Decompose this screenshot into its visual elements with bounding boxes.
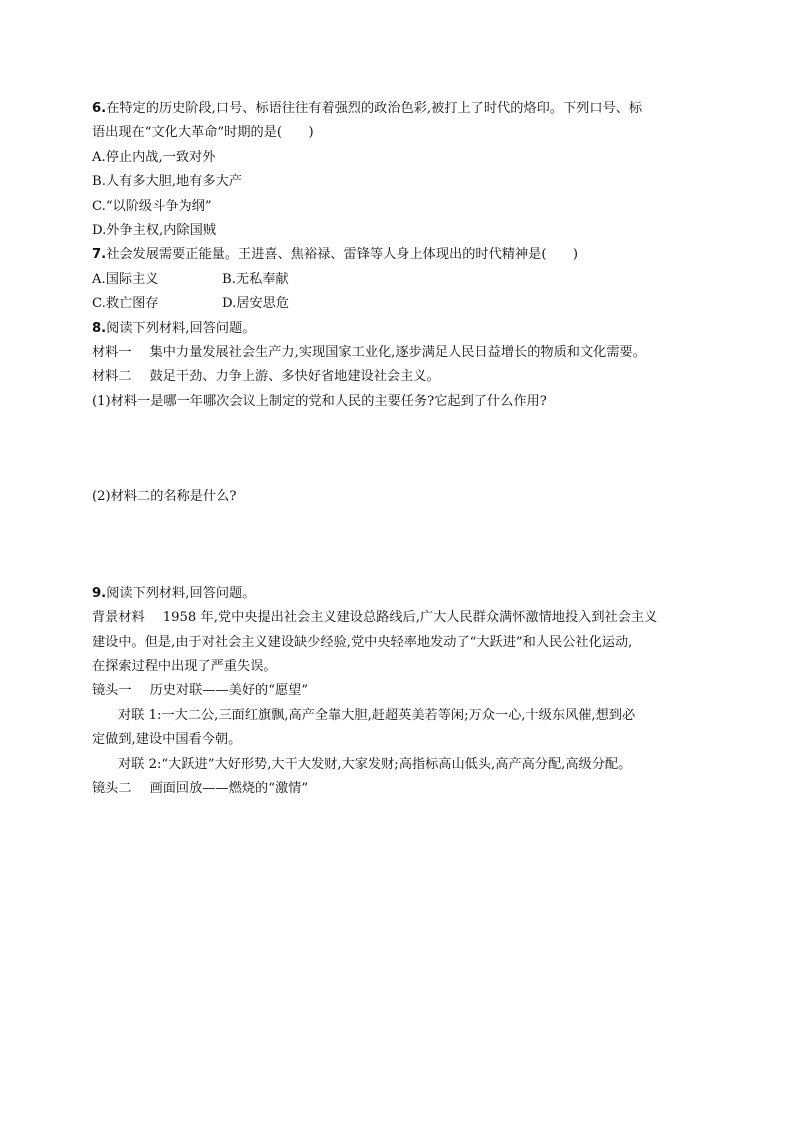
option-text: 人有多大胆,地有多大产 (105, 174, 242, 190)
option-text: 外争主权,内除国贼 (106, 223, 216, 239)
option-label: A. (92, 149, 106, 165)
q8-number: 8. (92, 320, 107, 336)
material-text: 集中力量发展社会生产力,实现国家工业化,逐步满足人民日益增长的物质和文化需要。 (149, 345, 646, 361)
q9-stem (92, 582, 702, 606)
material-label: 材料二 (92, 369, 132, 385)
q9-background-line3: 在探索过程中出现了严重失误。 (92, 658, 277, 674)
q6-stem-text1: 在特定的历史阶段,口号、标语往往有着强烈的政治色彩,被打上了时代的烙印。下列口号、标 (106, 101, 643, 116)
option-text: 救亡图存 (105, 296, 159, 312)
exam-page (92, 97, 702, 801)
q6-number: 6. (92, 101, 107, 116)
background-label: 背景材料 (92, 610, 145, 626)
material-label: 材料一 (92, 345, 132, 361)
option-text: 无私奉献 (235, 271, 289, 287)
q9-couplet1-line2: 定做到,建设中国看今朝。 (92, 732, 242, 748)
option-label: C. (92, 296, 106, 312)
q9-couplet2: 对联 2:“大跃进”大好形势,大干大发财,大家发财;高指标高山低头,高产高分配,高级分配。 (118, 756, 632, 772)
q7-options-row1 (92, 268, 702, 292)
q8-stem-text: 阅读下列材料,回答问题。 (106, 320, 256, 336)
q9-background-line2: 建设中。但是,由于对社会主义建设缺少经验,党中央轻率地发动了“大跃进”和人民公社化运动, (92, 634, 633, 650)
material-text: 鼓足干劲、力争上游、多快好省地建设社会主义。 (149, 369, 440, 385)
q6-option-c (92, 195, 702, 219)
option-text: 国际主义 (105, 271, 159, 287)
option-label: B. (92, 174, 106, 190)
q7-stem-text: 社会发展需要正能量。王进喜、焦裕禄、雷锋等人身上体现出的时代精神是( ) (106, 247, 579, 263)
option-label: D. (92, 223, 107, 239)
q7-option-a (92, 268, 222, 292)
q9-scene1-heading (92, 679, 702, 703)
answer-space (92, 414, 702, 485)
background-text: 1958 年,党中央提出社会主义建设总路线后,广大人民群众满怀激情地投入到社会主义 (162, 610, 658, 626)
scene-title: 历史对联——美好的“愿望” (149, 683, 309, 699)
q9-stem-text: 阅读下列材料,回答问题。 (106, 585, 256, 601)
option-text: 停止内战,一致对外 (105, 149, 216, 165)
q7-option-d (222, 296, 289, 311)
q9-couplet1-line1: 对联 1:一大二公,三面红旗飘,高产全靠大胆,赶超英美若等闲;万众一心,十级东风催,想到必 (118, 707, 636, 723)
scene-label: 镜头二 (92, 780, 132, 796)
q6-stem-line2: 语出现在“文化大革命”时期的是( ) (92, 125, 314, 141)
option-label: C. (92, 198, 106, 214)
q8-stem (92, 317, 702, 341)
q9-scene2-heading (92, 777, 702, 801)
q8-subquestion-2: (2)材料二的名称是什么? (92, 489, 237, 505)
q6-option-d (92, 219, 702, 243)
option-label: D. (222, 296, 237, 312)
q7-option-c (92, 292, 222, 316)
option-label: B. (222, 271, 236, 287)
q7-option-b (222, 272, 289, 287)
answer-space (92, 510, 702, 582)
option-label: A. (92, 271, 106, 287)
option-text: “以阶级斗争为纲” (105, 198, 212, 214)
q7-options-row2 (92, 292, 702, 316)
scene-label: 镜头一 (92, 683, 132, 699)
q9-number: 9. (92, 585, 107, 601)
q6-option-b (92, 170, 702, 194)
q7-number: 7. (92, 247, 107, 263)
q8-material2 (92, 365, 702, 389)
q8-material1 (92, 341, 702, 365)
option-text: 居安思危 (236, 296, 290, 312)
q6-stem-line1 (92, 97, 702, 121)
scene-title: 画面回放——燃烧的“激情” (149, 780, 309, 796)
q7-stem (92, 243, 702, 267)
q6-option-a (92, 146, 702, 170)
q9-background-line1 (92, 606, 702, 630)
q8-subquestion-1: (1)材料一是哪一年哪次会议上制定的党和人民的主要任务?它起到了什么作用? (92, 393, 547, 409)
